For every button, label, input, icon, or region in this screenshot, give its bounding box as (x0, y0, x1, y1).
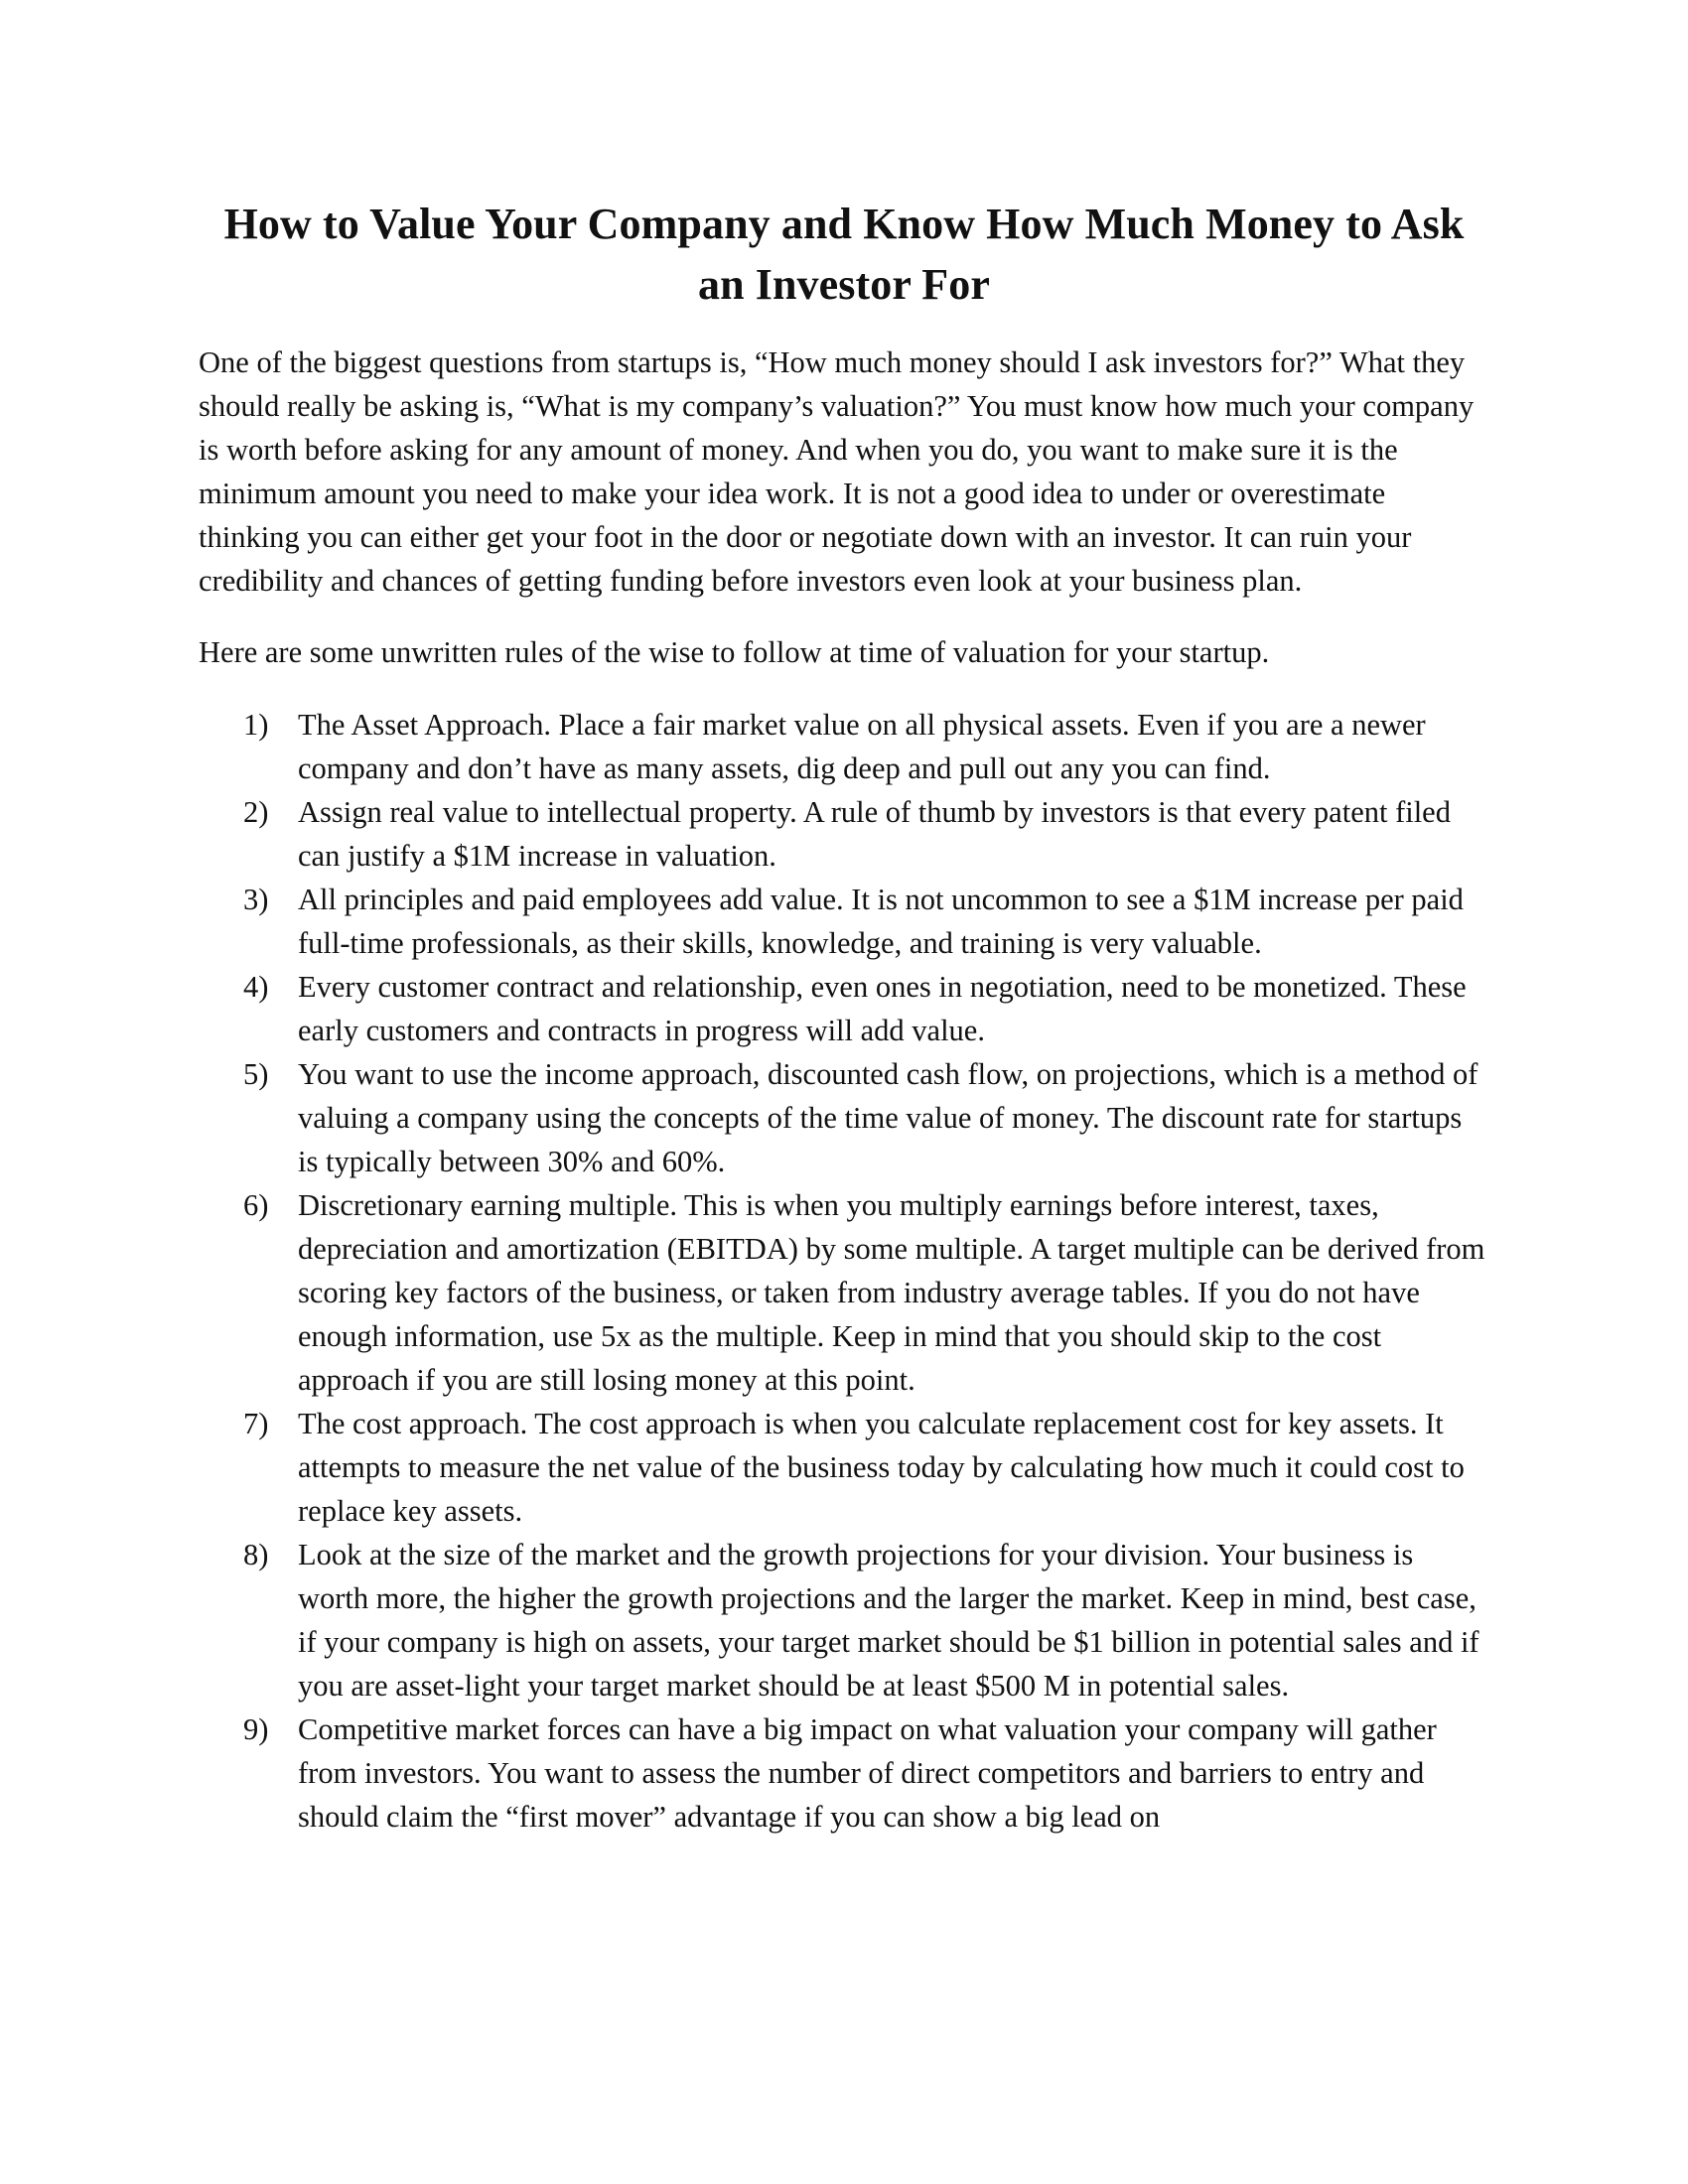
document-title: How to Value Your Company and Know How Much Money to Ask an Investor For (223, 200, 1465, 309)
list-item (199, 1402, 1489, 1533)
list-item-number: 6) (243, 1188, 269, 1222)
list-item-number: 7) (243, 1407, 269, 1440)
list-item (199, 1052, 1489, 1183)
list-item-text: Look at the size of the market and the growth projections for your division. Your business is worth more, the higher the growth projections and the larger the market. Keep in mind, best case, if your company is high on assets, your target market should be $1 billion in potential sales and if you are asset-light your target market should be at least $500 M in potential sales. (298, 1538, 1479, 1703)
list-item-text: You want to use the income approach, discounted cash flow, on projections, which is a method of valuing a company using the concepts of the time value of money. The discount rate for startups is typically between 30% and 60%. (298, 1057, 1478, 1178)
list-item-text: Discretionary earning multiple. This is when you multiply earnings before interest, taxes, depreciation and amortization (EBITDA) by some multiple. A target multiple can be derived from scoring key factors of the business, or taken from industry average tables. If you do not have enough information, use 5x as the multiple. Keep in mind that you should skip to the cost approach if you are still losing money at this point. (298, 1188, 1485, 1397)
list-item (199, 1183, 1489, 1402)
list-item (199, 965, 1489, 1052)
list-item-number: 4) (243, 970, 269, 1004)
list-item-number: 3) (243, 883, 269, 916)
list-item-text: Competitive market forces can have a big impact on what valuation your company will gather from investors. You want to assess the number of direct competitors and barriers to entry and should claim the “first mover” advantage if you can show a big lead on (298, 1712, 1437, 1834)
list-item (199, 790, 1489, 878)
document-page (199, 194, 1489, 1839)
list-item-text: Every customer contract and relationship, even ones in negotiation, need to be monetized. These early customers and contracts in progress will add value. (298, 970, 1467, 1047)
list-item-text: Assign real value to intellectual property. A rule of thumb by investors is that every patent filed can justify a $1M increase in valuation. (298, 795, 1451, 873)
list-item (199, 878, 1489, 965)
list-item-text: The Asset Approach. Place a fair market value on all physical assets. Even if you are a newer company and don’t have as many assets, dig deep and pull out any you can find. (298, 708, 1426, 785)
list-item-number: 1) (243, 708, 269, 742)
lead-in-paragraph: Here are some unwritten rules of the wise to follow at time of valuation for your startup. (199, 635, 1270, 669)
list-item-number: 8) (243, 1538, 269, 1571)
list-item-text: The cost approach. The cost approach is when you calculate replacement cost for key assets. It attempts to measure the net value of the business today by calculating how much it could cost to replace key assets. (298, 1407, 1465, 1528)
list-item-number: 2) (243, 795, 269, 829)
list-item-text: All principles and paid employees add value. It is not uncommon to see a $1M increase per paid full-time professionals, as their skills, knowledge, and training is very valuable. (298, 883, 1464, 960)
intro-paragraph: One of the biggest questions from startups is, “How much money should I ask investors for?” What they should really be asking is, “What is my company’s valuation?” You must know how much your company is worth before asking for any amount of money. And when you do, you want to make sure it is the minimum amount you need to make your idea work. It is not a good idea to under or overestimate thinking you can either get your foot in the door or negotiate down with an investor. It can ruin your credibility and chances of getting funding before investors even look at your business plan. (199, 345, 1475, 598)
list-item (199, 1707, 1489, 1839)
list-item-number: 5) (243, 1057, 269, 1091)
list-item (199, 1533, 1489, 1707)
list-item (199, 703, 1489, 790)
list-item-number: 9) (243, 1712, 269, 1746)
rules-list (199, 703, 1489, 1839)
